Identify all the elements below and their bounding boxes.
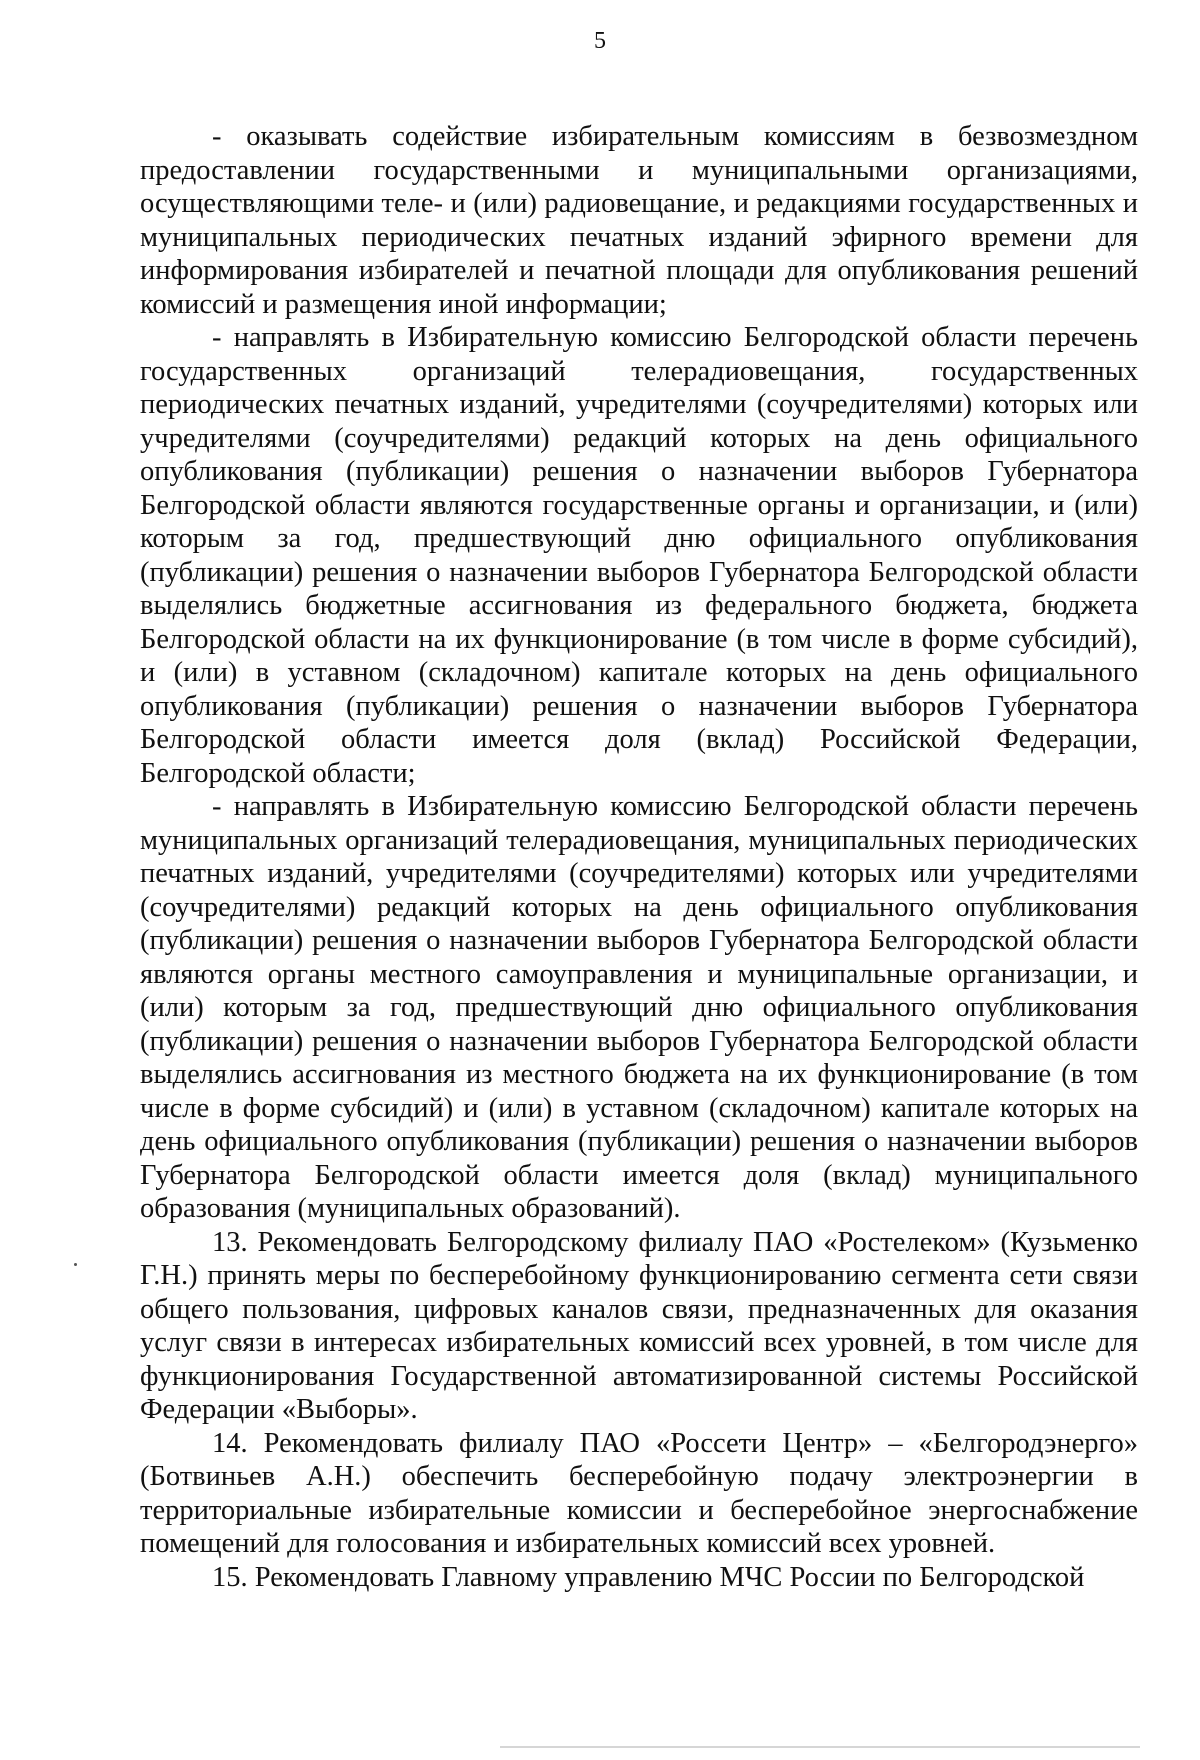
paragraph-item-15-mchs: 15. Рекомендовать Главному управлению МЧС России по Белгородской [212,1561,1085,1593]
paragraph-municipal-media-list: - направлять в Избирательную комиссию Белгородской области перечень муниципальных организаций телерадиовещания, муниципальных периодических печатных изданий, учредителями (соучредителями) которых или учредителями (соучредителями) редакций которых на день официального опубликования (публикации) решения о назначении выборов Губернатора Белгородской области являются органы местного самоуправления и муниципальные организации, и (или) которым за год, предшествующий дню официального опубликования (публикации) решения о назначении выборов Губернатора Белгородской области выделялись ассигнования из местного бюджета на их функционирование (в том числе в форме субсидий) и (или) в уставном (складочном) капитале которых на день официального опубликования (публикации) решения о назначении выборов Губернатора Белгородской области имеется доля (вклад) муниципального образования (муниципальных образований). [140,791,1138,1224]
document-body [140,120,1138,1594]
paragraph-item-14-rosseti: 14. Рекомендовать филиалу ПАО «Россети Центр» – «Белгородэнерго» (Ботвиньев А.Н.) обеспечить бесперебойную подачу электроэнергии в территориальные избирательные комиссии и бесперебойное энергоснабжение помещений для голосования и избирательных комиссий всех уровней. [140,1427,1138,1559]
paragraph-assist-commissions: - оказывать содействие избирательным комиссиям в безвозмездном предоставлении государственными и муниципальными организациями, осуществляющими теле- и (или) радиовещание, и редакциями государственных и муниципальных периодических печатных изданий эфирного времени для информирования избирателей и печатной площади для опубликования решений комиссий и размещения иной информации; [140,121,1138,320]
scan-speck [74,1263,77,1266]
bottom-scan-edge [500,1746,1140,1748]
paragraph-state-media-list: - направлять в Избирательную комиссию Белгородской области перечень государственных организаций телерадиовещания, государственных периодических печатных изданий, учредителями (соучредителями) которых или учредителями (соучредителями) редакций которых на день официального опубликования (публикации) решения о назначении выборов Губернатора Белгородской области являются государственные органы и организации, и (или) которым за год, предшествующий дню официального опубликования (публикации) решения о назначении выборов Губернатора Белгородской области выделялись бюджетные ассигнования из федерального бюджета, бюджета Белгородской области на их функционирование (в том числе в форме субсидий), и (или) в уставном (складочном) капитале которых на день официального опубликования (публикации) решения о назначении выборов Губернатора Белгородской области имеется доля (вклад) Российской Федерации, Белгородской области; [140,322,1138,789]
paragraph-item-13-rostelecom: 13. Рекомендовать Белгородскому филиалу ПАО «Ростелеком» (Кузьменко Г.Н.) принять меры по бесперебойному функционированию сегмента сети связи общего пользования, цифровых каналов связи, предназначенных для оказания услуг связи в интересах избирательных комиссий всех уровней, в том числе для функционирования Государственной автоматизированной системы Российской Федерации «Выборы». [140,1226,1138,1425]
page-number: 5 [594,28,606,54]
